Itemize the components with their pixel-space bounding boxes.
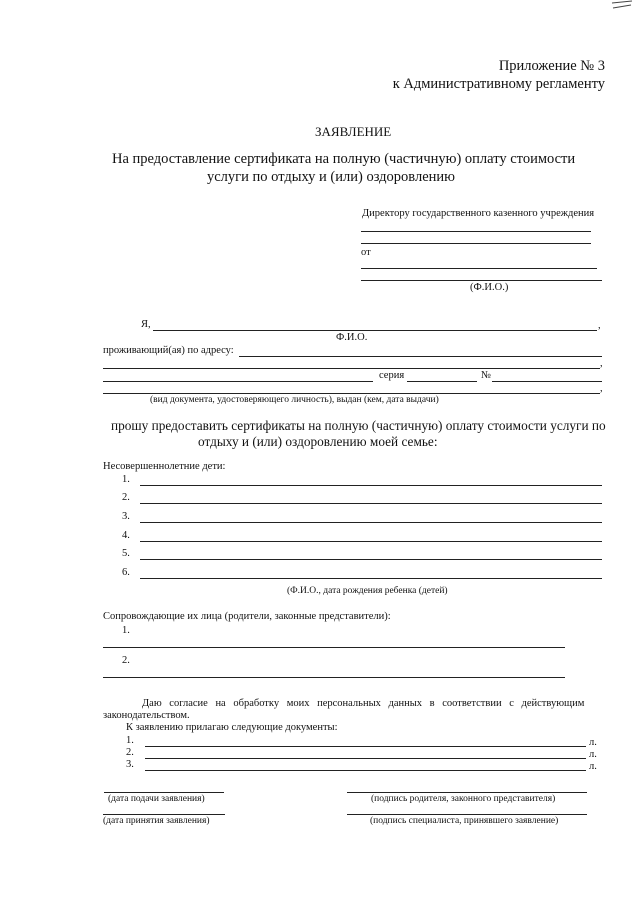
request-line-2: отдыху и (или) оздоровлению моей семье:: [198, 434, 438, 449]
accept-date-caption: (дата принятия заявления): [103, 816, 210, 826]
applicant-fio-caption: Ф.И.О.: [336, 332, 368, 343]
scan-mark-icon: [611, 0, 633, 10]
series-field[interactable]: [407, 381, 477, 382]
from-label: от: [361, 247, 371, 258]
regulation-reference: к Административному регламенту: [392, 76, 605, 92]
attachment-pages-3: л.: [589, 761, 597, 772]
parent-signature-field[interactable]: [347, 792, 587, 793]
attachment-number-1: 1.: [126, 735, 134, 746]
submit-date-caption: (дата подачи заявления): [108, 794, 205, 804]
escort-number-2: 2.: [122, 655, 130, 666]
escort-number-1: 1.: [122, 625, 130, 636]
addressee-line-2[interactable]: [361, 243, 591, 244]
accept-date-field[interactable]: [103, 814, 225, 815]
child-number-6: 6.: [122, 567, 130, 578]
submit-date-field[interactable]: [104, 792, 224, 793]
child-field-1[interactable]: [140, 485, 602, 486]
document-title: ЗАЯВЛЕНИЕ: [315, 124, 392, 139]
addressee-line-1[interactable]: [361, 231, 591, 232]
child-field-6[interactable]: [140, 578, 602, 579]
from-line-1[interactable]: [361, 268, 597, 269]
child-number-2: 2.: [122, 492, 130, 503]
address-field-2[interactable]: [103, 368, 600, 369]
attachment-pages-2: л.: [589, 749, 597, 760]
attachment-number-2: 2.: [126, 747, 134, 758]
attachment-field-3[interactable]: [145, 770, 586, 771]
request-line-1: прошу предоставить сертификаты на полную (частичную) оплату стоимости услуги по: [111, 418, 606, 433]
child-field-4[interactable]: [140, 541, 602, 542]
consent-line-2: законодательством.: [103, 710, 190, 721]
attachment-field-1[interactable]: [145, 746, 586, 747]
escort-field-1[interactable]: [103, 647, 565, 648]
attachment-pages-1: л.: [589, 737, 597, 748]
specialist-signature-field[interactable]: [347, 814, 587, 815]
subject-line-2: услуги по отдыху и (или) оздоровлению: [207, 169, 455, 185]
issued-by-field[interactable]: [103, 393, 600, 394]
attachment-field-2[interactable]: [145, 758, 586, 759]
appendix-number: Приложение № 3: [498, 58, 605, 74]
child-field-2[interactable]: [140, 503, 602, 504]
escorts-heading: Сопровождающие их лица (родители, законные представители):: [103, 611, 391, 622]
from-line-2[interactable]: [361, 280, 602, 281]
children-heading: Несовершеннолетние дети:: [103, 461, 226, 472]
parent-signature-caption: (подпись родителя, законного представителя): [371, 794, 556, 804]
child-number-1: 1.: [122, 474, 130, 485]
issued-comma: ,: [600, 383, 603, 394]
applicant-fio-field[interactable]: [153, 330, 597, 331]
child-number-3: 3.: [122, 511, 130, 522]
child-field-5[interactable]: [140, 559, 602, 560]
child-number-4: 4.: [122, 530, 130, 541]
child-field-3[interactable]: [140, 522, 602, 523]
number-field[interactable]: [492, 381, 602, 382]
child-number-5: 5.: [122, 548, 130, 559]
residing-label: проживающий(ая) по адресу:: [103, 345, 234, 356]
attachments-heading: К заявлению прилагаю следующие документы:: [126, 722, 338, 733]
attachment-number-3: 3.: [126, 759, 134, 770]
series-label: серия: [379, 370, 405, 381]
number-label: №: [481, 370, 492, 381]
document-caption: (вид документа, удостоверяющего личность), выдан (кем, дата выдачи): [150, 395, 439, 405]
address-comma: ,: [600, 358, 603, 369]
applicant-i-label: Я,: [141, 319, 151, 330]
from-fio-caption: (Ф.И.О.): [470, 282, 509, 293]
document-type-field[interactable]: [103, 381, 373, 382]
addressee-director: Директору государственного казенного учреждения: [362, 208, 595, 219]
subject-line-1: На предоставление сертификата на полную (частичную) оплату стоимости: [112, 151, 576, 167]
applicant-fio-comma: ,: [598, 320, 601, 331]
escort-field-2[interactable]: [103, 677, 565, 678]
address-field-1[interactable]: [239, 356, 602, 357]
consent-line-1: Даю согласие на обработку моих персональных данных в соответствии с действующим: [142, 698, 585, 709]
children-caption: (Ф.И.О., дата рождения ребенка (детей): [287, 586, 448, 596]
specialist-signature-caption: (подпись специалиста, принявшего заявление): [370, 816, 559, 826]
